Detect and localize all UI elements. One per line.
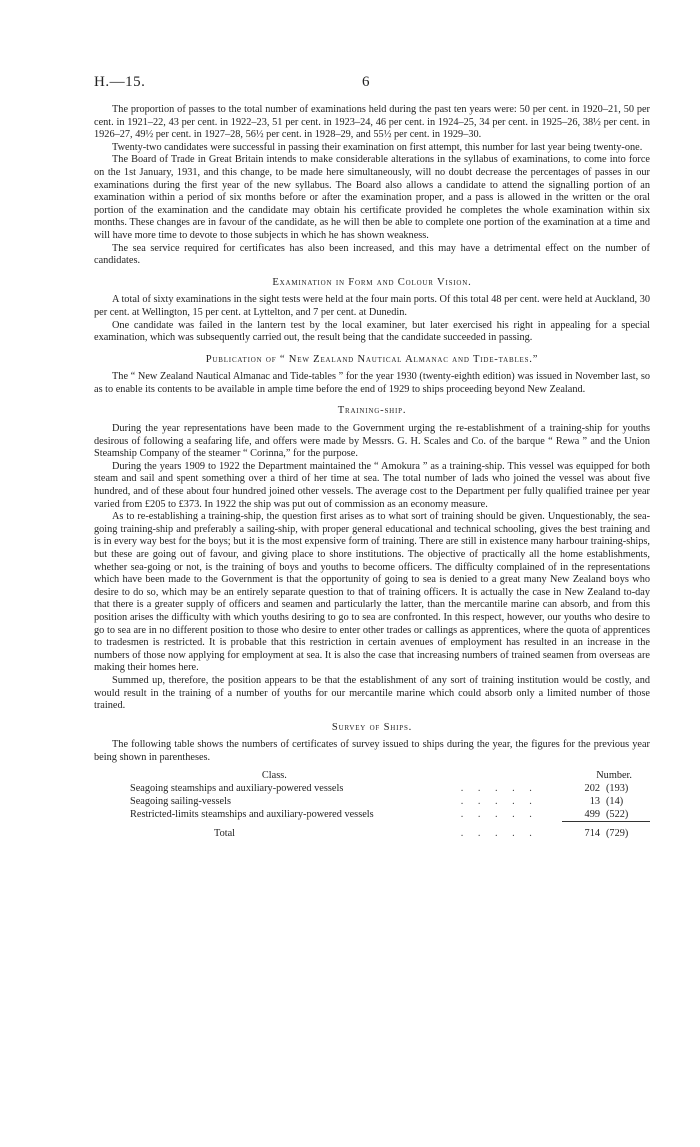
report-code: H.—15. (94, 74, 146, 90)
paragraph-training-representations: During the year representations have been made to the Government urging the re-establishment of a training-ship for youths desirous of following a seafaring life, and offers were made by Messrs. G. H. Scales and Co. of the barque “ Rewa ” and the Union Steamship Company of the steamer “ Corinna,” for the purpose. (94, 423, 650, 460)
total-row (94, 827, 650, 840)
paragraph-sight-tests: A total of sixty examinations in the sight tests were held at the four main ports. Of this total 48 per cent. were held at Auckland, 30 per cent. at Wellington, 15 per cent. at Lyttelton, and 7 per cent. at Dunedin. (94, 294, 650, 318)
paragraph-first-attempt: Twenty-two candidates were successful in passing their examination on first attempt, this number for last year being twenty-one. (112, 141, 643, 153)
column-header-number: Number. (596, 769, 632, 781)
column-header-class: Class. (261, 769, 287, 781)
total-previous: (729) (606, 827, 629, 839)
paragraph-board-of-trade: The Board of Trade in Great Britain intends to make considerable alterations in the syllabus of examinations, to come into force on the 1st January, 1931, and this change, to be made here simultaneously, will no doubt decrease the percentages of passes in our examinations during the first year of the new syllabus. The Board also allows a candidate to attend the signalling portion of an examination within a period of six months before or after the examination proper, and a pass is allowed in the written or the oral portion of the examination and the candidate may obtain his certificate provided he completes the whole examination within six months. These changes are in favour of the candidate, as he will then be able to complete one portion of the examination at a time and will have more time to devote to those subjects in which he has shown weakness. (94, 154, 650, 241)
row-number: 13 (589, 795, 600, 807)
section-title-survey: Survey of Ships. (331, 721, 413, 733)
section-title-vision: Examination in Form and Colour Vision. (272, 276, 472, 288)
row-number: 499 (584, 808, 600, 820)
paragraph-lantern-test: One candidate was failed in the lantern test by the local examiner, but later exercised his right in appealing for a special examination, which was subsequently carried out, the result being that the candidate succeeded in passing. (94, 319, 650, 344)
survey-table-header (94, 769, 650, 782)
table-row (94, 795, 650, 808)
row-class-label: Seagoing steamships and auxiliary-powered vessels (130, 782, 344, 794)
row-previous: (14) (606, 795, 624, 807)
dot-leader: . . . . . (460, 795, 538, 807)
paragraph-almanac: The “ New Zealand Nautical Almanac and Tide-tables ” for the year 1930 (twenty-eighth edition) was issued in November last, so as to enable its contents to be available in ample time before the end of 1929 to ships proceeding beyond New Zealand. (94, 371, 650, 395)
paragraph-sea-service: The sea service required for certificates has also been increased, and this may have a detrimental effect on the number of candidates. (94, 242, 650, 267)
row-class-label: Seagoing sailing-vessels (130, 795, 231, 807)
document-body (94, 104, 650, 840)
survey-table (94, 769, 650, 840)
page-header (94, 74, 660, 96)
section-title-almanac: Publication of “ New Zealand Nautical Almanac and Tide-tables.” (205, 353, 539, 365)
paragraph-amokura: During the years 1909 to 1922 the Department maintained the “ Amokura ” as a training-ship. This vessel was equipped for both steam and sail and spent something over a third of her time at sea. The total number of lads who joined the vessel was about five hundred, and of these about four hundred joined other vessels. The average cost to the Department per fully qualified trainee per year varied from £205 to £373. In 1922 the ship was put out of commission as an economy measure. (94, 460, 650, 510)
section-title-training-ship: Training-ship. (337, 405, 407, 417)
paragraph-pass-proportions: The proportion of passes to the total number of examinations held during the past ten years were: 50 per cent. in 1920–21, 50 per cent. in 1921–22, 43 per cent. in 1922–23, 51 per cent. in 1923–24, 46 per cent. in 1924–25, 34 per cent. in 1925–26, 38½ per cent. in 1926–27, 49½ per cent. in 1927–28, 56½ per cent. in 1928–29, and 55½ per cent. in 1929–30. (94, 104, 650, 141)
total-label: Total (214, 827, 236, 839)
dot-leader: . . . . . (460, 782, 538, 794)
paragraph-re-establishing: As to re-establishing a training-ship, the question first arises as to what sort of training should be given. Unquestionably, the sea-going training-ship and preferably a sailing-ship, with proper general educational and technical schooling, gives the best training and is in every way best for the boys; but it is the most expensive form of training. There are still in existence many harbour training-ships, but these are going out of favour, and giving place to shore institutions. The objective of practically all the home establishments, whether sea-going or not, is the training of boys and youths to become officers. The difficulty complained of in the representations which have been made to the Government is that the opportunity of going to sea is denied to a great many New Zealand boys who desire to do so, which may be an entirely separate question to that of training officers. It is actually the case in New Zealand to-day that there is a greater supply of officers and seamen and particularly the latter, than the mercantile marine can absorb, and from this position arises the difficulty with which youths desiring to go to sea are confronted. In this respect, however, our youths who desire to go to sea are in no different position to those who desire to enter other trades or callings as apprentices, where the quota of apprentices to tradesmen is restricted. It is probable that this restriction in certain avenues of employment has resulted in an increase in the numbers of those now applying for employment at sea. It is also the case that increasing numbers of trained seamen from overseas are making their homes here. (94, 511, 650, 674)
total-number: 714 (584, 827, 600, 839)
row-class-label: Restricted-limits steamships and auxiliary-powered vessels (130, 808, 374, 820)
dot-leader: . . . . . (460, 827, 538, 839)
paragraph-survey-intro: The following table shows the numbers of certificates of survey issued to ships during the year, the figures for the previous year being shown in parentheses. (94, 739, 650, 763)
row-previous: (522) (606, 808, 629, 820)
row-number: 202 (584, 782, 600, 794)
table-row (94, 782, 650, 795)
table-row (94, 808, 650, 822)
page-number: 6 (362, 74, 370, 90)
paragraph-summed-up: Summed up, therefore, the position appears to be that the establishment of any sort of training institution would be costly, and would result in the training of a number of youths for our mercantile marine which could absorb only a limited number of those trained. (94, 674, 650, 712)
row-previous: (193) (606, 782, 629, 794)
dot-leader: . . . . . (460, 808, 538, 820)
